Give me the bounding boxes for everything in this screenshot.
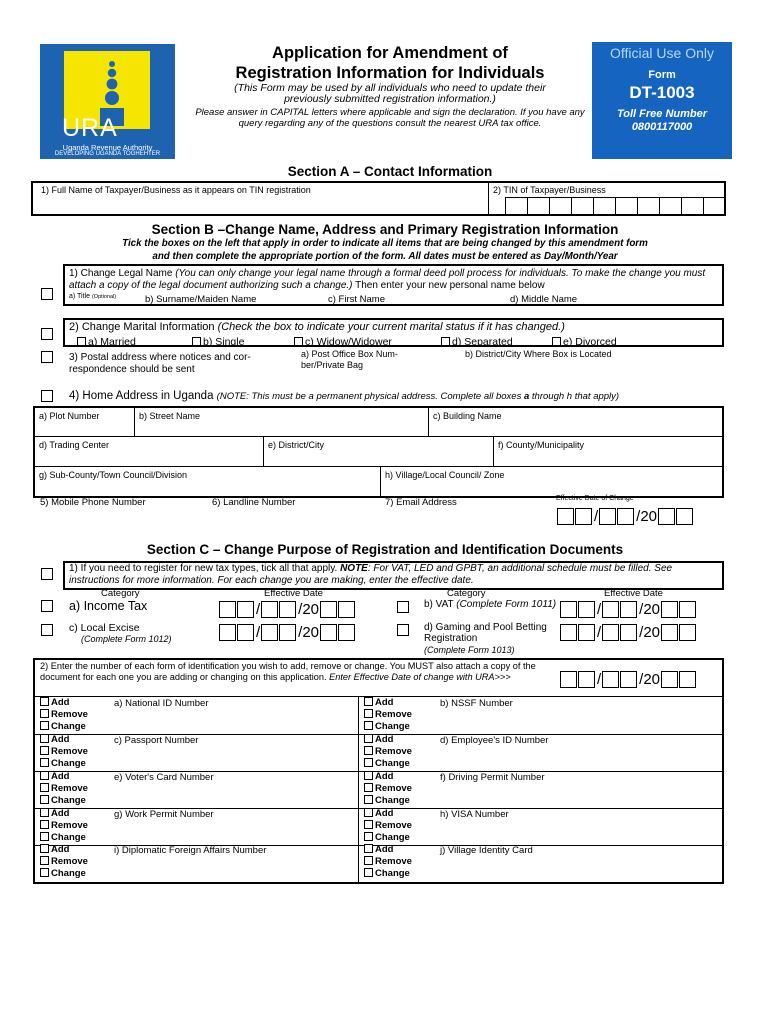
- tin-digit-divider: [637, 198, 638, 215]
- date-separator: /: [597, 623, 602, 641]
- form-subtitle: (This Form may be used by all individuals who need to update their previously submitted registration information.): [234, 82, 546, 105]
- id-action-add[interactable]: [364, 844, 412, 856]
- vat-date[interactable]: [560, 600, 697, 618]
- home-address-grid: [33, 406, 724, 498]
- id-action-group: [40, 771, 88, 807]
- checkbox-add[interactable]: [40, 771, 49, 780]
- date-separator: /20: [639, 600, 661, 618]
- tin-digit-divider: [593, 198, 594, 215]
- tax-type-note-label: NOTE: [340, 563, 368, 574]
- id-action-group: [40, 734, 88, 770]
- id-action-remove[interactable]: [364, 746, 412, 758]
- id-action-label: Change: [51, 795, 86, 806]
- day-digit-box[interactable]: [560, 601, 577, 618]
- year-digit-box[interactable]: [676, 508, 693, 525]
- month-digit-box[interactable]: [620, 601, 637, 618]
- id-action-change[interactable]: [364, 868, 412, 880]
- income-tax-date[interactable]: [219, 600, 356, 618]
- id-action-label: Add: [51, 734, 70, 745]
- checkbox-add[interactable]: [364, 844, 373, 853]
- authority-tagline: DEVELOPING UGANDA TOGHEHTER: [54, 151, 161, 157]
- home-note-a: a: [523, 391, 530, 402]
- id-action-label: Change: [51, 832, 86, 843]
- income-tax-checkbox[interactable]: [41, 600, 53, 612]
- id-document-field[interactable]: e) Voter's Card Number: [114, 772, 214, 783]
- marital-option-married-label: a) Married: [88, 336, 136, 348]
- official-use-label: Official Use Only: [610, 45, 714, 61]
- title-optional-note: (Optional): [91, 294, 117, 300]
- legal-name-label: 1) Change Legal Name: [69, 268, 176, 279]
- id-action-label: Change: [375, 795, 410, 806]
- month-digit-box[interactable]: [620, 624, 637, 641]
- year-digit-box[interactable]: [661, 671, 678, 688]
- id-action-change[interactable]: [364, 832, 412, 844]
- tin-digit-grid[interactable]: [505, 197, 725, 214]
- section-a-box: [31, 181, 726, 216]
- marital-option-single-label: b) Single: [203, 336, 245, 348]
- id-action-label: Add: [51, 697, 70, 708]
- id-action-label: Change: [375, 832, 410, 843]
- checkbox-remove[interactable]: [40, 746, 49, 755]
- checkbox-change[interactable]: [40, 758, 49, 767]
- home-checkbox[interactable]: [41, 390, 53, 402]
- checkbox-remove[interactable]: [364, 820, 373, 829]
- tin-digit-divider: [505, 198, 506, 215]
- id-document-field[interactable]: c) Passport Number: [114, 735, 199, 746]
- month-digit-box[interactable]: [279, 624, 296, 641]
- checkbox-married[interactable]: [77, 337, 86, 346]
- date-separator: /20: [636, 507, 658, 525]
- marital-option-separated-label: d) Separated: [452, 336, 513, 348]
- month-digit-box[interactable]: [279, 601, 296, 618]
- surname-field[interactable]: b) Surname/Maiden Name: [145, 294, 257, 305]
- first-name-field[interactable]: c) First Name: [328, 294, 385, 305]
- marital-note: (Check the box to indicate your current marital status if it has changed.): [217, 321, 565, 333]
- id-action-label: Remove: [375, 820, 412, 831]
- id-action-change[interactable]: [40, 868, 88, 880]
- tin-digit-divider: [527, 198, 528, 215]
- checkbox-change[interactable]: [40, 721, 49, 730]
- home-label: 4) Home Address in Uganda: [69, 390, 217, 402]
- checkbox-remove[interactable]: [364, 746, 373, 755]
- id-action-label: Change: [375, 721, 410, 732]
- po-box-label-1: a) Post Office Box Num-: [301, 349, 398, 359]
- id-action-label: Remove: [375, 856, 412, 867]
- id-action-add[interactable]: [364, 771, 412, 783]
- section-b-instruction-1: Tick the boxes on the left that apply in order to indicate all items that are being changed by this amendment form: [122, 238, 648, 249]
- category-header-right: Category: [447, 588, 486, 599]
- id-action-label: Remove: [51, 746, 88, 757]
- title-field-label: a) Title: [69, 293, 92, 300]
- id-action-add[interactable]: [364, 808, 412, 820]
- legal-name-note: (You can only change your legal name through a formal deed poll process for individuals. To make the change you must attach a copy of the legal document authorizing such a change.): [69, 268, 706, 291]
- checkbox-add[interactable]: [364, 697, 373, 706]
- id-action-label: Add: [51, 771, 70, 782]
- id-action-group: [364, 808, 412, 844]
- id-document-field[interactable]: j) Village Identity Card: [440, 845, 533, 856]
- id-action-label: Add: [375, 844, 394, 855]
- day-digit-box[interactable]: [560, 624, 577, 641]
- gaming-checkbox[interactable]: [397, 624, 409, 636]
- date-separator: /: [597, 600, 602, 618]
- year-digit-box[interactable]: [661, 624, 678, 641]
- id-action-change[interactable]: [40, 795, 88, 807]
- checkbox-change[interactable]: [364, 721, 373, 730]
- marital-option-divorced-label: e) Divorced: [563, 336, 617, 348]
- id-action-label: Add: [51, 844, 70, 855]
- checkbox-divorced[interactable]: [552, 337, 561, 346]
- effective-header-right: Effective Date: [604, 588, 663, 599]
- section-c-title: Section C – Change Purpose of Registration and Identification Documents: [146, 542, 624, 557]
- id-action-label: Remove: [375, 783, 412, 794]
- gaming-date[interactable]: [560, 623, 697, 641]
- id-action-add[interactable]: [364, 734, 412, 746]
- form-number: DT-1003: [629, 83, 695, 102]
- checkbox-separated[interactable]: [441, 337, 450, 346]
- month-digit-box[interactable]: [602, 671, 619, 688]
- checkbox-change[interactable]: [364, 832, 373, 841]
- day-digit-box[interactable]: [578, 601, 595, 618]
- id-action-label: Change: [51, 721, 86, 732]
- tax-type-label: 1) If you need to register for new tax types, tick all that apply.: [69, 563, 341, 574]
- id-action-group: [364, 771, 412, 807]
- id-action-label: Add: [375, 697, 394, 708]
- id-action-label: Remove: [51, 820, 88, 831]
- id-action-remove[interactable]: [40, 820, 88, 832]
- checkbox-add[interactable]: [40, 734, 49, 743]
- checkbox-remove[interactable]: [40, 709, 49, 718]
- year-digit-box[interactable]: [679, 601, 696, 618]
- home-note-text-2: through: [529, 391, 567, 402]
- section-a-title: Section A – Contact Information: [287, 164, 493, 179]
- day-digit-box[interactable]: [578, 671, 595, 688]
- day-digit-box[interactable]: [557, 508, 574, 525]
- ura-logo: [40, 44, 175, 159]
- checkbox-change[interactable]: [364, 795, 373, 804]
- checkbox-add[interactable]: [364, 808, 373, 817]
- id-action-add[interactable]: [40, 808, 88, 820]
- street-field[interactable]: b) Street Name: [139, 411, 201, 421]
- checkbox-add[interactable]: [364, 734, 373, 743]
- checkbox-remove[interactable]: [364, 709, 373, 718]
- email-field[interactable]: 7) Email Address: [385, 497, 457, 508]
- checkbox-add[interactable]: [40, 844, 49, 853]
- toll-free-label: Toll Free Number: [616, 108, 708, 120]
- category-header-left: Category: [101, 588, 140, 599]
- month-digit-box[interactable]: [602, 624, 619, 641]
- day-digit-box[interactable]: [237, 624, 254, 641]
- postal-checkbox[interactable]: [41, 351, 53, 363]
- logo-text: URA: [62, 114, 118, 142]
- landline-field[interactable]: 6) Landline Number: [212, 497, 296, 508]
- id-document-field[interactable]: h) VISA Number: [440, 809, 509, 820]
- id-action-label: Remove: [51, 856, 88, 867]
- county-field[interactable]: f) County/Municipality: [498, 440, 585, 450]
- tin-digit-divider: [681, 198, 682, 215]
- id-document-field[interactable]: f) Driving Permit Number: [440, 772, 545, 783]
- home-note-text-3: that apply): [572, 391, 620, 402]
- id-action-group: [364, 734, 412, 770]
- year-digit-box[interactable]: [320, 624, 337, 641]
- mobile-field[interactable]: 5) Mobile Phone Number: [40, 497, 146, 508]
- form-title-line1: Application for Amendment of: [272, 44, 508, 62]
- middle-name-field[interactable]: d) Middle Name: [510, 294, 578, 305]
- marital-option-married[interactable]: [77, 336, 136, 348]
- building-field[interactable]: c) Building Name: [433, 411, 502, 421]
- marital-option-widow[interactable]: [294, 336, 392, 348]
- identification-text: 2) Enter the number of each form of identification you wish to add, remove or change. You MUST also attach a copy of the document for each one you are adding or changing on this application.: [40, 661, 536, 682]
- month-digit-box[interactable]: [617, 508, 634, 525]
- checkbox-remove[interactable]: [40, 856, 49, 865]
- checkbox-remove[interactable]: [40, 783, 49, 792]
- id-document-field[interactable]: b) NSSF Number: [440, 698, 513, 709]
- id-document-field[interactable]: i) Diplomatic Foreign Affairs Number: [114, 845, 267, 856]
- id-action-add[interactable]: [40, 697, 88, 709]
- legal-name-text: [69, 268, 719, 292]
- checkbox-remove[interactable]: [364, 783, 373, 792]
- date-separator: /20: [639, 623, 661, 641]
- checkbox-add[interactable]: [40, 697, 49, 706]
- id-action-add[interactable]: [40, 734, 88, 746]
- id-action-change[interactable]: [40, 721, 88, 733]
- identification-instructions: [40, 661, 540, 683]
- id-action-label: Remove: [51, 783, 88, 794]
- id-action-group: [364, 844, 412, 880]
- home-note: [217, 391, 619, 402]
- postal-district-field[interactable]: b) District/City Where Box is Located: [465, 349, 612, 359]
- gaming-note: (Complete Form 1013): [424, 645, 515, 655]
- date-separator: /: [597, 670, 602, 688]
- month-digit-box[interactable]: [261, 601, 278, 618]
- effective-header-left: Effective Date: [264, 588, 323, 599]
- contact-effective-date[interactable]: [557, 507, 694, 525]
- marital-option-widow-label: c) Widow/Widower: [305, 336, 392, 348]
- year-digit-box[interactable]: [338, 624, 355, 641]
- id-action-remove[interactable]: [364, 820, 412, 832]
- checkbox-change[interactable]: [40, 832, 49, 841]
- checkbox-change[interactable]: [364, 758, 373, 767]
- month-digit-box[interactable]: [602, 601, 619, 618]
- vat-text: [424, 599, 559, 610]
- checkbox-remove[interactable]: [40, 820, 49, 829]
- legal-name-suffix: Then enter your new personal name below: [352, 280, 545, 291]
- marital-option-divorced[interactable]: [552, 336, 617, 348]
- id-action-group: [40, 697, 88, 733]
- identification-note: Enter Effective Date of change with URA>>>: [329, 672, 511, 682]
- id-action-remove[interactable]: [40, 783, 88, 795]
- marital-option-separated[interactable]: [441, 336, 513, 348]
- id-action-remove[interactable]: [40, 746, 88, 758]
- home-text: [69, 390, 619, 402]
- checkbox-add[interactable]: [364, 771, 373, 780]
- id-action-add[interactable]: [40, 771, 88, 783]
- trading-field[interactable]: d) Trading Center: [39, 440, 110, 450]
- month-digit-box[interactable]: [261, 624, 278, 641]
- form-title-line2: Registration Information for Individuals: [235, 64, 545, 82]
- date-separator: /20: [639, 670, 661, 688]
- id-action-remove[interactable]: [40, 709, 88, 721]
- year-digit-box[interactable]: [679, 624, 696, 641]
- id-action-remove[interactable]: [40, 856, 88, 868]
- checkbox-change[interactable]: [40, 795, 49, 804]
- local-excise-note: (Complete Form 1012): [81, 634, 172, 644]
- legal-name-checkbox[interactable]: [41, 288, 53, 300]
- id-action-change[interactable]: [364, 758, 412, 770]
- date-separator: /: [594, 507, 599, 525]
- tax-type-note: : For VAT, LED and GPBT, an additional schedule must be filled. See instructions for more information. For each change you are making, enter the effective date.: [69, 563, 673, 586]
- id-action-group: [364, 697, 412, 733]
- title-field[interactable]: [69, 293, 116, 300]
- id-action-label: Change: [51, 868, 86, 879]
- date-separator: /: [256, 600, 261, 618]
- year-digit-box[interactable]: [338, 601, 355, 618]
- id-action-change[interactable]: [364, 721, 412, 733]
- vat-label: b) VAT: [424, 599, 457, 610]
- marital-option-single[interactable]: [192, 336, 244, 348]
- po-box-label-2: ber/Private Bag: [301, 360, 364, 370]
- tin-digit-divider: [615, 198, 616, 215]
- home-note-h: h: [566, 391, 573, 402]
- id-action-label: Add: [51, 808, 70, 819]
- subcounty-field[interactable]: g) Sub-County/Town Council/Division: [39, 470, 188, 480]
- tin-digit-divider: [703, 198, 704, 215]
- identification-date[interactable]: [560, 670, 697, 688]
- id-action-change[interactable]: [40, 832, 88, 844]
- form-instructions: Please answer in CAPITAL letters where applicable and sign the declaration. If you have any query regarding any of the questions consult the nearest URA tax office.: [195, 107, 585, 129]
- district-field[interactable]: e) District/City: [268, 440, 324, 450]
- day-digit-box[interactable]: [560, 671, 577, 688]
- tin-field[interactable]: 2) TIN of Taxpayer/Business: [493, 185, 606, 195]
- id-action-remove[interactable]: [364, 856, 412, 868]
- day-digit-box[interactable]: [578, 624, 595, 641]
- official-use-box: [592, 42, 732, 159]
- year-digit-box[interactable]: [679, 671, 696, 688]
- tax-type-checkbox[interactable]: [41, 568, 53, 580]
- day-digit-box[interactable]: [219, 601, 236, 618]
- gaming-label: d) Gaming and Pool Betting Registration: [424, 622, 547, 644]
- authority-name: Uganda Revenue Authority: [62, 143, 153, 152]
- checkbox-widow[interactable]: [294, 337, 303, 346]
- id-action-label: Add: [375, 734, 394, 745]
- id-action-label: Change: [375, 758, 410, 769]
- home-note-text-1: (NOTE: This must be a permanent physical address. Complete all boxes: [216, 391, 524, 402]
- id-action-group: [40, 844, 88, 880]
- tax-type-text: [69, 563, 719, 586]
- id-action-add[interactable]: [364, 697, 412, 709]
- id-document-field[interactable]: a) National ID Number: [114, 698, 209, 709]
- postal-label-1: 3) Postal address where notices and cor-: [69, 352, 251, 363]
- checkbox-change[interactable]: [364, 868, 373, 877]
- tin-digit-divider: [659, 198, 660, 215]
- village-field[interactable]: h) Village/Local Council/ Zone: [385, 470, 505, 480]
- marital-label: 2) Change Marital Information: [69, 321, 218, 333]
- id-action-change[interactable]: [40, 758, 88, 770]
- local-excise-label: c) Local Excise: [69, 622, 140, 634]
- year-digit-box[interactable]: [320, 601, 337, 618]
- day-digit-box[interactable]: [575, 508, 592, 525]
- full-name-field[interactable]: 1) Full Name of Taxpayer/Business as it appears on TIN registration: [41, 185, 311, 195]
- vat-checkbox[interactable]: [397, 601, 409, 613]
- date-separator: /20: [298, 600, 320, 618]
- tin-digit-divider: [549, 198, 550, 215]
- year-digit-box[interactable]: [658, 508, 675, 525]
- income-tax-label: a) Income Tax: [69, 599, 148, 613]
- id-action-remove[interactable]: [364, 783, 412, 795]
- local-excise-checkbox[interactable]: [41, 624, 53, 636]
- month-digit-box[interactable]: [599, 508, 616, 525]
- marital-checkbox[interactable]: [41, 328, 53, 340]
- plot-field[interactable]: a) Plot Number: [39, 411, 100, 421]
- section-b-instruction-2: and then complete the appropriate portion of the form. All dates must be entered as Day/Month/Year: [152, 251, 618, 262]
- id-document-field[interactable]: g) Work Permit Number: [114, 809, 214, 820]
- tin-digit-divider: [725, 198, 726, 215]
- section-b-title: Section B –Change Name, Address and Primary Registration Information: [151, 222, 619, 237]
- date-separator: /20: [298, 623, 320, 641]
- id-action-label: Change: [375, 868, 410, 879]
- id-action-remove[interactable]: [364, 709, 412, 721]
- id-action-label: Change: [51, 758, 86, 769]
- tin-digit-divider: [571, 198, 572, 215]
- id-action-label: Remove: [375, 709, 412, 720]
- toll-free-number: 0800117000: [631, 121, 693, 133]
- marital-text: [69, 321, 565, 333]
- checkbox-remove[interactable]: [364, 856, 373, 865]
- id-action-add[interactable]: [40, 844, 88, 856]
- form-label: Form: [648, 69, 676, 81]
- id-action-label: Remove: [375, 746, 412, 757]
- checkbox-single[interactable]: [192, 337, 201, 346]
- id-action-label: Remove: [51, 709, 88, 720]
- local-excise-date[interactable]: [219, 623, 356, 641]
- day-digit-box[interactable]: [219, 624, 236, 641]
- id-action-label: Add: [375, 771, 394, 782]
- id-action-label: Add: [375, 808, 394, 819]
- postal-label-2: respondence should be sent: [69, 364, 195, 375]
- vat-note: (Complete Form 1011): [456, 599, 557, 610]
- checkbox-change[interactable]: [40, 868, 49, 877]
- month-digit-box[interactable]: [620, 671, 637, 688]
- id-action-group: [40, 808, 88, 844]
- id-document-field[interactable]: d) Employee's ID Number: [440, 735, 549, 746]
- checkbox-add[interactable]: [40, 808, 49, 817]
- date-separator: /: [256, 623, 261, 641]
- year-digit-box[interactable]: [661, 601, 678, 618]
- day-digit-box[interactable]: [237, 601, 254, 618]
- po-box-field[interactable]: [301, 349, 398, 371]
- effective-date-caption: Effective Date of Change: [556, 495, 634, 502]
- id-action-change[interactable]: [364, 795, 412, 807]
